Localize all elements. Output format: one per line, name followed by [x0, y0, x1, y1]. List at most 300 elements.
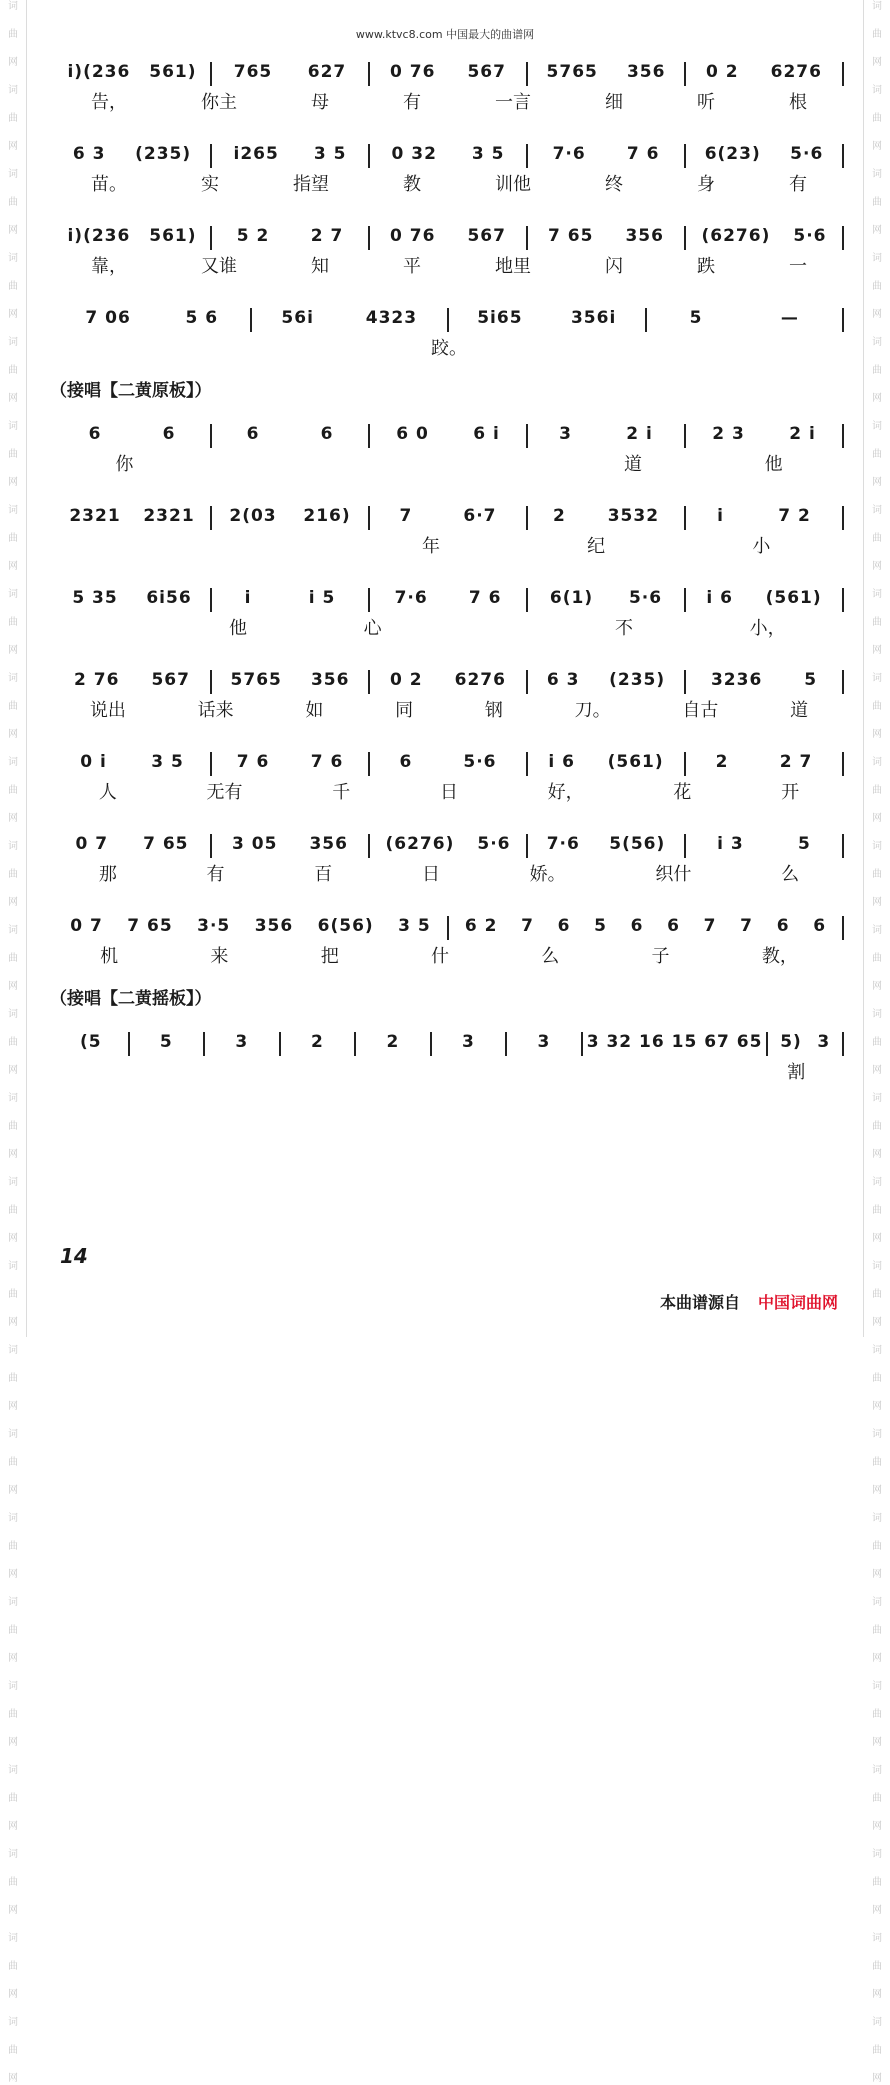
watermark-char: 曲: [872, 1289, 882, 1300]
note-group: 7 6: [468, 588, 502, 608]
watermark-char: 曲: [8, 1877, 18, 1888]
measure: [368, 62, 526, 86]
note-group: 7 6: [717, 1032, 750, 1052]
watermark-char: 词: [8, 85, 18, 96]
lyric-word: 百: [314, 864, 333, 885]
note-group: 6: [557, 916, 571, 936]
note-group: 5·6: [463, 752, 497, 772]
watermark-char: 曲: [8, 953, 18, 964]
watermark-char: 曲: [872, 1709, 882, 1720]
lyric-chars: [54, 170, 844, 196]
watermark-char: 网: [8, 1401, 18, 1412]
notation-line: [54, 212, 844, 250]
lyric-word: 无有: [206, 782, 243, 803]
lyric-word: 娇。: [529, 864, 566, 885]
watermark-char: 曲: [8, 785, 18, 796]
watermark-char: 网: [8, 1149, 18, 1160]
watermark-char: 网: [8, 561, 18, 572]
note-group: 0 2: [706, 62, 739, 82]
watermark-char: 网: [8, 57, 18, 68]
note-group: 2: [310, 1032, 324, 1052]
lyric-word: 你: [115, 454, 134, 475]
watermark-char: 曲: [8, 1793, 18, 1804]
watermark-char: 曲: [872, 1625, 882, 1636]
watermark-char: 曲: [872, 1541, 882, 1552]
note-group: 5): [780, 1032, 802, 1052]
lyric-word: 么: [781, 864, 800, 885]
note-group: 2 i: [626, 424, 653, 444]
watermark-char: 曲: [8, 1289, 18, 1300]
measure: [526, 424, 684, 448]
measure: [210, 144, 368, 168]
note-group: 3532: [607, 506, 660, 526]
note-group: 5(56): [609, 834, 666, 854]
watermark-char: 词: [8, 925, 18, 936]
measure: [128, 1032, 204, 1056]
watermark-char: 网: [872, 1317, 882, 1328]
watermark-char: 曲: [872, 2045, 882, 2056]
lyric-word: 有: [789, 174, 807, 195]
note-group: 5·6: [477, 834, 511, 854]
watermark-char: 词: [872, 841, 882, 852]
watermark-char: 网: [872, 1905, 882, 1916]
watermark-char: 曲: [8, 533, 18, 544]
watermark-char: 网: [872, 309, 882, 320]
watermark-char: 网: [8, 645, 18, 656]
lyric-word: 千: [332, 782, 351, 803]
watermark-char: 网: [872, 729, 882, 740]
note-group: 7·6: [394, 588, 428, 608]
lyric-word: 你主: [201, 92, 237, 113]
lyric-word: 闪: [605, 256, 623, 277]
lyric-word: 一言: [495, 92, 531, 113]
lyric-word: 实: [201, 174, 219, 195]
note-group: 3 5: [398, 916, 431, 936]
measure: [526, 670, 684, 694]
watermark-char: 词: [8, 1009, 18, 1020]
measure: [505, 1032, 581, 1056]
lyric-word: 什: [430, 946, 449, 967]
watermark-char: 词: [8, 2017, 18, 2028]
measure: [368, 752, 526, 776]
watermark-char: 网: [872, 1233, 882, 1244]
note-group: 6 3: [546, 670, 580, 690]
section-label: （接唱【二黄摇板】）: [50, 989, 212, 1009]
lyric-word: 心: [363, 618, 382, 639]
note-group: 7: [521, 916, 534, 936]
lyric-word: 来: [210, 946, 229, 967]
note-group: 5: [594, 916, 607, 936]
watermark-char: 词: [8, 421, 18, 432]
watermark-char: 词: [8, 1, 18, 12]
lyric-word: 么: [541, 946, 560, 967]
note-group: 3 5: [151, 752, 184, 772]
watermark-char: 网: [872, 477, 882, 488]
source-label: 本曲谱源自: [660, 1293, 741, 1312]
notation-line: [54, 738, 844, 776]
watermark-char: 网: [8, 1233, 18, 1244]
watermark-char: 曲: [8, 869, 18, 880]
watermark-char: 词: [872, 1, 882, 12]
note-group: 2 7: [310, 226, 344, 246]
watermark-char: 词: [8, 1681, 18, 1692]
score-system: [54, 492, 844, 560]
brand-link[interactable]: 中国词曲网: [758, 1293, 839, 1312]
note-group: 765: [233, 62, 273, 82]
measure: [210, 424, 368, 448]
lyric-chars: [54, 252, 844, 278]
measure: [684, 506, 844, 530]
watermark-char: 网: [8, 1989, 18, 2000]
measure: [54, 834, 210, 858]
watermark-char: 网: [8, 1737, 18, 1748]
watermark-char: 词: [872, 2017, 882, 2028]
watermark-char: 网: [8, 981, 18, 992]
measure: [684, 670, 844, 694]
measure: [54, 588, 210, 612]
note-group: 567: [151, 670, 190, 690]
lyric-word: 教，: [761, 946, 798, 967]
note-group: 0 7: [70, 916, 103, 936]
measure: [368, 424, 526, 448]
watermark-char: 词: [872, 673, 882, 684]
watermark-char: 网: [8, 1485, 18, 1496]
watermark-char: 词: [872, 253, 882, 264]
note-group: 5765: [546, 62, 598, 82]
watermark-char: 网: [872, 1149, 882, 1160]
note-group: 216): [303, 506, 351, 526]
note-group: —: [780, 308, 799, 328]
watermark-char: 曲: [872, 1793, 882, 1804]
notation-line: [54, 1018, 844, 1056]
lyric-word: 割: [787, 1062, 806, 1083]
lyric-word: 跌: [697, 256, 715, 277]
note-group: 356: [625, 226, 664, 246]
measure: [354, 1032, 430, 1056]
note-group: 7 6: [626, 144, 660, 164]
score-system: [54, 902, 844, 970]
note-group: 2321: [69, 506, 121, 526]
note-group: 6: [630, 916, 644, 936]
watermark-char: 曲: [8, 449, 18, 460]
watermark-char: 网: [8, 309, 18, 320]
watermark-char: 词: [872, 1597, 882, 1608]
watermark-char: 词: [8, 1597, 18, 1608]
watermark-char: 曲: [8, 1457, 18, 1468]
watermark-char: 曲: [8, 1625, 18, 1636]
watermark-char: 曲: [872, 869, 882, 880]
measure: [684, 424, 844, 448]
watermark-char: 网: [872, 1989, 882, 2000]
watermark-char: 词: [8, 1513, 18, 1524]
source-footer: [660, 1290, 838, 1313]
watermark-char: 曲: [8, 197, 18, 208]
lyric-word: 有: [403, 92, 421, 113]
watermark-char: 词: [8, 1093, 18, 1104]
note-group: (6276): [385, 834, 455, 854]
watermark-char: 网: [872, 561, 882, 572]
watermark-char: 曲: [872, 1877, 882, 1888]
watermark-char: 曲: [872, 449, 882, 460]
lyric-line: [54, 86, 844, 116]
lyric-word: 又谁: [201, 256, 237, 277]
watermark-char: 曲: [872, 365, 882, 376]
lyric-word: 平: [403, 256, 421, 277]
watermark-char: 网: [8, 1653, 18, 1664]
site-header: www.ktvc8.com 中国最大的曲谱网: [355, 28, 535, 41]
note-group: 356: [254, 916, 294, 936]
lyric-word: 花: [673, 782, 692, 803]
note-group: 3: [817, 1032, 831, 1052]
watermark-char: 词: [8, 757, 18, 768]
lyric-word: 子: [651, 946, 670, 967]
lyric-chars: [54, 778, 844, 804]
left-watermark-strip: [0, 0, 27, 2084]
watermark-char: 网: [872, 225, 882, 236]
watermark-char: 词: [8, 169, 18, 180]
watermark-char: 词: [8, 1345, 18, 1356]
lyric-word: 道: [790, 700, 809, 721]
watermark-char: 曲: [872, 785, 882, 796]
measure: [210, 752, 368, 776]
measure: [526, 506, 684, 530]
note-group: 356: [626, 62, 666, 82]
lyric-word: 织什: [655, 864, 692, 885]
lyric-word: 钢: [484, 700, 503, 721]
note-group: 2(03: [229, 506, 277, 526]
watermark-char: 曲: [872, 197, 882, 208]
lyric-word: 细: [605, 92, 623, 113]
watermark-char: 网: [8, 2073, 18, 2084]
watermark-char: 曲: [872, 1373, 882, 1384]
watermark-char: 网: [8, 897, 18, 908]
watermark-char: 曲: [872, 953, 882, 964]
watermark-char: 网: [8, 393, 18, 404]
watermark-char: 曲: [8, 113, 18, 124]
lyric-chars: [54, 532, 844, 558]
note-group: 2 7: [779, 752, 813, 772]
watermark-char: 词: [872, 85, 882, 96]
note-group: 7 6: [310, 752, 344, 772]
note-group: 5 35: [72, 588, 118, 608]
lyric-chars: [54, 450, 844, 476]
watermark-char: 网: [872, 1737, 882, 1748]
watermark-char: 网: [872, 141, 882, 152]
score-system: [54, 294, 844, 362]
watermark-char: 词: [872, 925, 882, 936]
watermark-char: 曲: [8, 617, 18, 628]
note-group: 7 06: [85, 308, 131, 328]
watermark-char: 词: [8, 841, 18, 852]
measure: [684, 226, 844, 250]
measure: [54, 916, 447, 940]
note-group: 6276: [770, 62, 822, 82]
note-group: 6: [162, 424, 176, 444]
lyric-word: 母: [311, 92, 329, 113]
watermark-char: 词: [872, 1345, 882, 1356]
watermark-char: 网: [8, 1821, 18, 1832]
watermark-char: 曲: [8, 281, 18, 292]
measure: [210, 588, 368, 612]
watermark-char: 网: [8, 1317, 18, 1328]
lyric-word: 同: [395, 700, 414, 721]
watermark-char: 曲: [8, 29, 18, 40]
note-group: 5i65: [477, 308, 523, 328]
note-group: 5: [798, 834, 811, 854]
note-group: 567: [467, 226, 506, 246]
watermark-char: 词: [872, 1429, 882, 1440]
note-group: i)(236: [67, 226, 131, 246]
watermark-char: 曲: [872, 29, 882, 40]
watermark-char: 曲: [8, 1709, 18, 1720]
note-group: 5·6: [628, 588, 663, 608]
lyric-word: 道: [623, 454, 642, 475]
music-score: [50, 48, 844, 1100]
note-group: 7: [740, 916, 754, 936]
lyric-word: 把: [320, 946, 339, 967]
watermark-char: 词: [872, 505, 882, 516]
measure: [54, 1032, 128, 1056]
notation-line: [54, 294, 844, 332]
note-group: 7 65: [127, 916, 173, 936]
measure: [368, 506, 526, 530]
lyric-chars: [54, 1058, 844, 1084]
lyric-word: 一: [789, 256, 807, 277]
note-group: 6(1): [549, 588, 594, 608]
note-group: 356: [309, 834, 348, 854]
measure: [210, 226, 368, 250]
note-group: 0 7: [75, 834, 109, 854]
watermark-char: 网: [872, 57, 882, 68]
watermark-char: 词: [872, 1933, 882, 1944]
lyric-word: 小: [752, 536, 771, 557]
score-system: [54, 48, 844, 116]
note-group: 6 0: [396, 424, 429, 444]
note-group: i265: [233, 144, 279, 164]
measure: [430, 1032, 506, 1056]
watermark-char: 曲: [8, 1205, 18, 1216]
measure: [368, 588, 526, 612]
watermark-char: 网: [8, 813, 18, 824]
lyric-word: 如: [305, 700, 324, 721]
watermark-char: 曲: [8, 1541, 18, 1552]
lyric-chars: [54, 88, 844, 114]
note-group: 7·6: [552, 144, 586, 164]
lyric-chars: [54, 942, 844, 968]
note-group: 0 76: [390, 62, 436, 82]
watermark-char: 网: [872, 1653, 882, 1664]
note-group: 561): [149, 62, 197, 82]
measure: [645, 308, 845, 332]
watermark-char: 网: [872, 393, 882, 404]
watermark-char: 网: [8, 225, 18, 236]
score-system: [54, 1018, 844, 1086]
note-group: 2 76: [74, 670, 120, 690]
measure: [526, 834, 684, 858]
watermark-char: 词: [8, 253, 18, 264]
note-group: 3: [462, 1032, 475, 1052]
note-group: (6276): [701, 226, 771, 246]
note-group: (235): [609, 670, 666, 690]
watermark-char: 曲: [8, 2045, 18, 2056]
lyric-word: 小，: [749, 618, 786, 639]
note-group: 6: [813, 916, 827, 936]
measure: [54, 144, 210, 168]
watermark-char: 网: [872, 981, 882, 992]
lyric-word: 自古: [682, 700, 719, 721]
note-group: 2 i: [789, 424, 816, 444]
note-group: 7: [703, 916, 717, 936]
note-group: i)(236: [67, 62, 131, 82]
note-group: (561): [765, 588, 822, 608]
lyric-word: 话来: [197, 700, 234, 721]
note-group: 7: [399, 506, 413, 526]
lyric-word: 靠，: [91, 256, 127, 277]
measure: [684, 588, 844, 612]
measure: [368, 144, 526, 168]
watermark-char: 曲: [8, 1961, 18, 1972]
note-group: 3: [559, 424, 572, 444]
note-group: 5 6: [185, 308, 219, 328]
note-group: i 6: [548, 752, 575, 772]
note-group: 5: [804, 670, 818, 690]
lyric-word: 那: [98, 864, 117, 885]
lyric-word: 身: [697, 174, 715, 195]
lyric-word: 终: [605, 174, 623, 195]
watermark-char: 曲: [8, 1037, 18, 1048]
measure: [203, 1032, 279, 1056]
score-system: [54, 656, 844, 724]
note-group: 6: [667, 916, 680, 936]
note-group: i 3: [717, 834, 744, 854]
note-group: 5·6: [790, 144, 824, 164]
note-group: 5765: [230, 670, 282, 690]
watermark-char: 网: [8, 729, 18, 740]
notation-line: [54, 410, 844, 448]
watermark-char: 词: [8, 1849, 18, 1860]
watermark-char: 曲: [872, 1037, 882, 1048]
lyric-word: 人: [98, 782, 117, 803]
watermark-char: 词: [872, 757, 882, 768]
measure: [526, 588, 684, 612]
measure: [54, 308, 250, 332]
measure: [54, 62, 210, 86]
note-group: 6: [246, 424, 260, 444]
note-group: 3 5: [313, 144, 347, 164]
lyric-word: 指望: [293, 174, 329, 195]
lyric-chars: [54, 334, 844, 360]
measure: [210, 506, 368, 530]
note-group: 6 i: [473, 424, 500, 444]
note-group: 4323: [365, 308, 418, 328]
note-group: 3·5: [197, 916, 231, 936]
watermark-char: 网: [872, 1401, 882, 1412]
watermark-char: 曲: [872, 1205, 882, 1216]
note-group: 7·6: [546, 834, 580, 854]
lyric-word: 年: [421, 536, 440, 557]
watermark-char: 词: [8, 673, 18, 684]
notation-line: [54, 492, 844, 530]
lyric-line: [54, 530, 844, 560]
lyric-word: 说出: [89, 700, 126, 721]
watermark-char: 词: [872, 1093, 882, 1104]
lyric-word: 纪: [587, 536, 606, 557]
measure: [210, 62, 368, 86]
lyric-word: 根: [789, 92, 807, 113]
watermark-char: 曲: [872, 281, 882, 292]
watermark-char: 词: [8, 1261, 18, 1272]
lyric-word: 不: [614, 618, 633, 639]
